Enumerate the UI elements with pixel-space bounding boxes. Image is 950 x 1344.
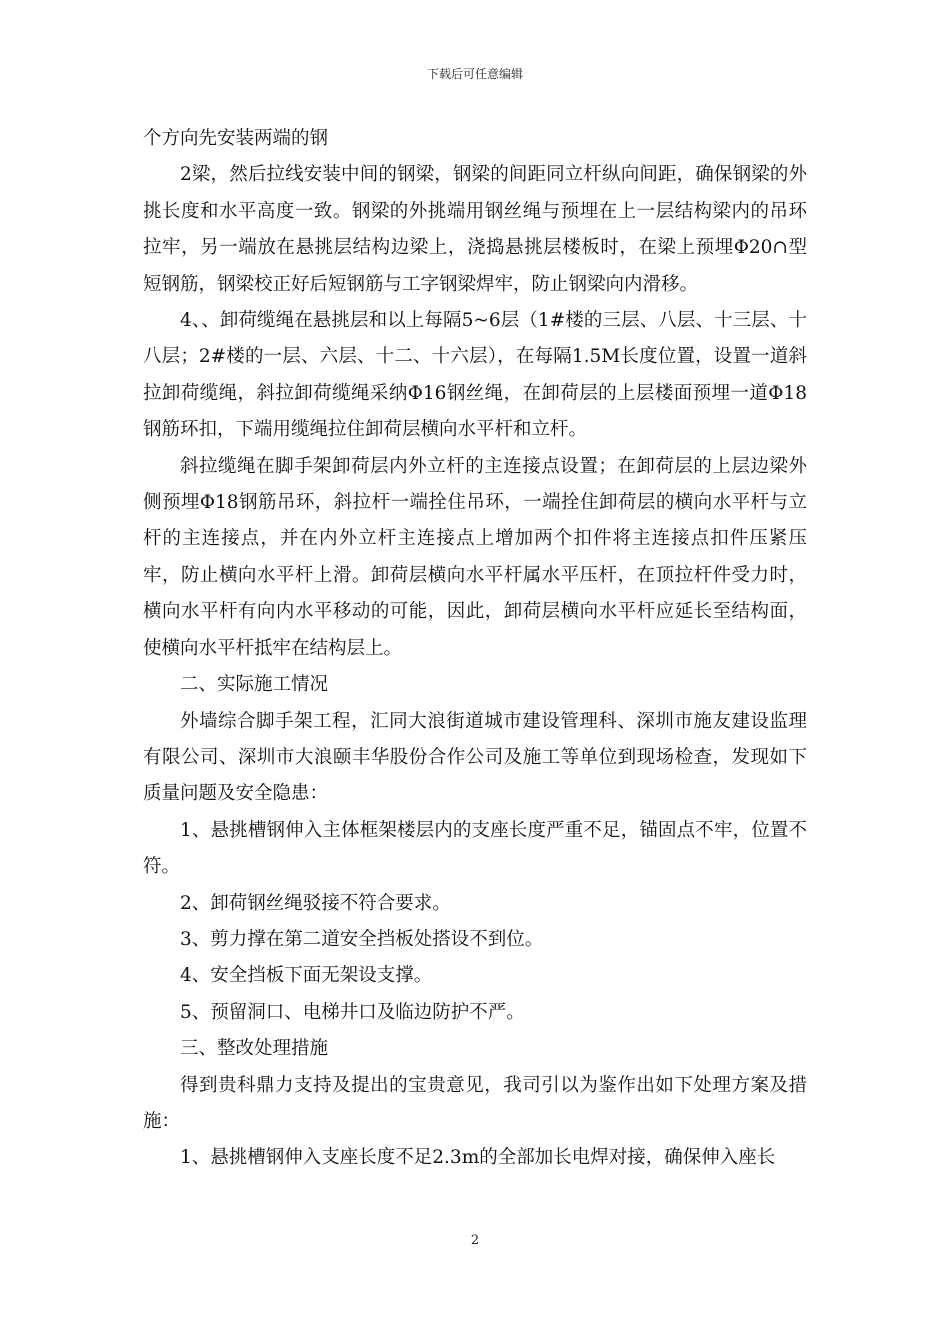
body-paragraph: 4、、卸荷缆绳在悬挑层和以上每隔5~6层（1#楼的三层、八层、十三层、十八层；2#楼的一层、六层、十二、十六层），在每隔1.5M长度位置，设置一道斜拉卸荷缆绳，斜拉卸荷缆绳采纳Φ16钢丝绳，在卸荷层的上层楼面预埋一道Φ18钢筋环扣，下端用缆绳拉住卸荷层横向水平杆和立杆。	[143, 310, 807, 441]
body-paragraph: 2、卸荷钢丝绳驳接不符合要求。	[180, 892, 451, 914]
body-paragraph: 5、预留洞口、电梯井口及临边防护不严。	[180, 1001, 525, 1023]
page-number: 2	[470, 1233, 480, 1248]
document-body	[143, 121, 807, 1177]
body-paragraph: 2梁，然后拉线安装中间的钢梁，钢梁的间距同立杆纵向间距，确保钢梁的外挑长度和水平高度一致。钢梁的外挑端用钢丝绳与预埋在上一层结构梁内的吊环拉牢，另一端放在悬挑层结构边梁上，浇捣悬挑层楼板时，在梁上预埋Φ20∩型短钢筋，钢梁校正好后短钢筋与工字钢梁焊牢，防止钢梁向内滑移。	[143, 164, 807, 295]
body-paragraph: 3、剪力撑在第二道安全挡板处搭设不到位。	[180, 928, 544, 950]
body-paragraph: 外墙综合脚手架工程，汇同大浪街道城市建设管理科、深圳市施友建设监理有限公司、深圳市大浪颐丰华股份合作公司及施工等单位到现场检查，发现如下质量问题及安全隐患：	[143, 710, 807, 805]
body-paragraph: 1、悬挑槽钢伸入支座长度不足2.3m的全部加长电焊对接，确保伸入座长	[180, 1147, 776, 1169]
body-paragraph: 个方向先安装两端的钢	[143, 128, 329, 149]
body-paragraph: 4、安全挡板下面无架设支撑。	[180, 965, 433, 987]
body-paragraph: 得到贵科鼎力支持及提出的宝贵意见，我司引以为鉴作出如下处理方案及措施：	[143, 1074, 807, 1132]
body-paragraph: 1、悬挑槽钢伸入主体框架楼层内的支座长度严重不足，锚固点不牢，位置不符。	[143, 819, 807, 878]
body-paragraph: 三、整改处理措施	[180, 1038, 329, 1060]
body-paragraph: 斜拉缆绳在脚手架卸荷层内外立杆的主连接点设置；在卸荷层的上层边梁外侧预埋Φ18钢筋吊环，斜拉杆一端拴住吊环，一端拴住卸荷层的横向水平杆与立杆的主连接点，并在内外立杆主连接点上增加两个扣件将主连接点扣件压紧压牢，防止横向水平杆上滑。卸荷层横向水平杆属水平压杆，在顶拉杆件受力时，横向水平杆有向内水平移动的可能，因此，卸荷层横向水平杆应延长至结构面，使横向水平杆抵牢在结构层上。	[143, 455, 807, 659]
page-header: 下载后可任意编辑	[426, 67, 523, 81]
body-paragraph: 二、实际施工情况	[180, 674, 329, 696]
